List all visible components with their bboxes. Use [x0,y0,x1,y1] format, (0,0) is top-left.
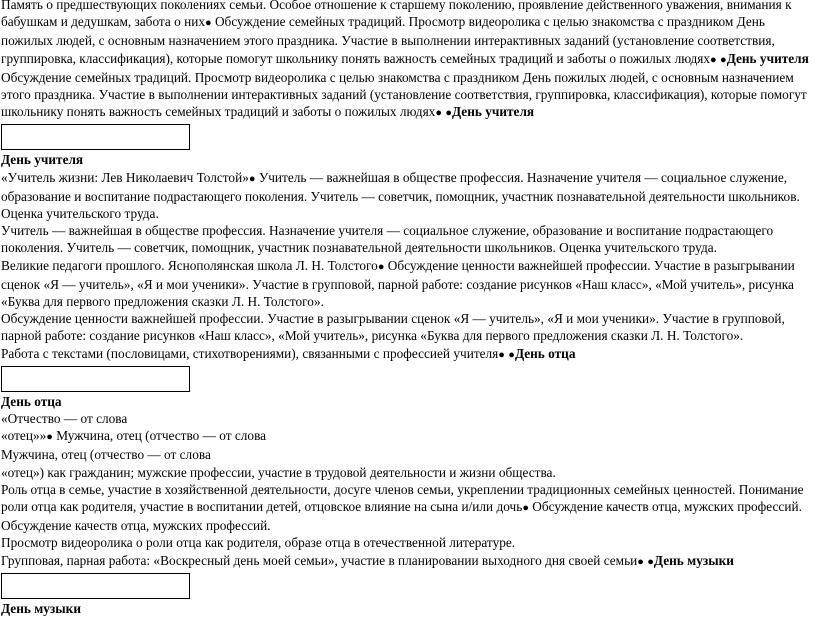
bullet-icon: ● [647,555,654,568]
text-man-father: Мужчина, отец (отчество — от слова [52,428,267,444]
bullet-icon: ● [204,17,212,30]
bullet-icon: ● [720,53,727,66]
paragraph-texts-work [1,345,813,364]
empty-cell-box [1,366,190,392]
paragraph-elders [1,0,813,69]
text-great-teachers: Великие педагоги прошлого. Яснополянская школа Л. Н. Толстого [1,257,378,273]
heading-teachers-day: День учителя [1,152,84,168]
text-texts-work: Работа с текстами (пословицами, стихотворениями), связанными с профессией учителя [1,345,499,361]
text-father-word: «отец»» [1,428,47,444]
paragraph-man-father: Мужчина, отец (отчество — от слова [1,447,211,463]
paragraph-teacher-profession: Учитель — важнейшая в обществе профессия. Назначение учителя — социальное служение, образование и воспитание подрастающего поколения. Учитель — советчик, помощник, участник познавательной деятельности школьников. Оценка учительского труда. [1,223,774,256]
paragraph-tolstoy [1,169,813,223]
bullet-icon: ● [46,431,53,444]
paragraph-profession-value: Обсуждение ценности важнейшей профессии. Участие в разыгрывании сценок «Я — учитель», «Я и мои ученики». Участие в групповой, парной работе: создание рисунков «Наш класс», «Мой учитель», рисунка «Буква для первого предложения сказки Л. Н. Толстого». [1,311,785,344]
paragraph-video: Просмотр видеоролика о роли отца как родителя, образе отца в отечественной литературе. [1,535,516,551]
bullet-icon: ● [377,260,385,273]
bullet-icon: ● [435,107,442,120]
heading-music-day: День музыки [1,600,81,616]
paragraph-group-work [1,552,813,571]
heading-teachers-day-inline-2: День учителя [451,104,535,120]
bullet-icon: ● [248,172,256,185]
bullet-icon: ● [445,107,452,120]
bullet-icon: ● [508,348,515,361]
paragraph-father [1,427,813,446]
heading-fathers-day: День отца [1,393,62,409]
heading-music-day-inline: День музыки [653,552,734,568]
text-profession-value: Обсуждение ценности важнейшей профессии. Участие в разыгрывании сценок «Я — учитель», «Я и мои ученики». Участие в групповой, парной работе: создание рисунков «Наш класс», «Мой учитель», рисунка «Буква для первого предложения сказки Л. Н. Толстого». [1,257,795,310]
text-tolstoy-title: «Учитель жизни: Лев Николаевич Толстой» [1,169,249,185]
bullet-icon: ● [710,53,717,66]
paragraph-patronymic: «Отчество — от слова [1,411,128,427]
text-memory: Память о предшествующих поколениях семьи. Особое отношение к старшему поколению, проявление действенного уважения, внимания к бабушкам и дедушкам, забота о них [1,0,792,30]
text-traditions: Обсуждение семейных традиций. Просмотр видеоролика с целью знакомства с праздником День пожилых людей, с основным назначением этого праздника. Участие в выполнении интерактивных заданий (установление соответствия, группировка, классификация), которые помогут школьнику понять важность семейных традиций и заботы о пожилых людях [1,14,775,66]
text-traditions-2: Обсуждение семейных традиций. Просмотр видеоролика с целью знакомства с праздником День пожилых людей, с основным назначением этого праздника. Участие в выполнении интерактивных заданий (установление соответствия, группировка, классификация), которые помогут школьнику понять важность семейных традиций и заботы о пожилых людях [1,69,807,120]
document-body [1,0,813,617]
paragraph-father-role [1,481,813,517]
text-teacher-profession: Учитель — важнейшая в обществе профессия. Назначение учителя — социальное служение, образование и воспитание подрастающего поколения. Учитель — советчик, помощник, участник познавательной деятельности школьников. Оценка учительского труда. [1,169,800,222]
heading-fathers-day-inline: День отца [514,345,576,361]
empty-cell-box [1,124,190,150]
paragraph-citizen: «отец») как гражданин; мужские профессии, участие в трудовой деятельности и жизни общества. [1,464,556,480]
bullet-icon: ● [498,348,505,361]
text-father-role: Роль отца в семье, участие в хозяйственной деятельности, досуге членов семьи, укреплении традиционных семейных ценностей. Понимание роли отца как родителя, участие в воспитании детей, отцовское влияние на сына и/или дочь [1,481,804,515]
bullet-icon: ● [637,555,644,568]
text-group-work: Групповая, парная работа: «Воскресный день моей семьи», участие в планировании выходного дня своей семьи [1,552,638,568]
bullet-icon: ● [522,502,529,515]
empty-cell-box [1,573,190,599]
heading-teachers-day-inline: День учителя [726,50,809,66]
paragraph-father-qualities: Обсуждение качеств отца, мужских профессий. [1,518,271,534]
paragraph-traditions [1,69,813,123]
text-father-qualities: Обсуждение качеств отца, мужских профессий. [528,499,802,515]
paragraph-great-teachers [1,257,813,311]
